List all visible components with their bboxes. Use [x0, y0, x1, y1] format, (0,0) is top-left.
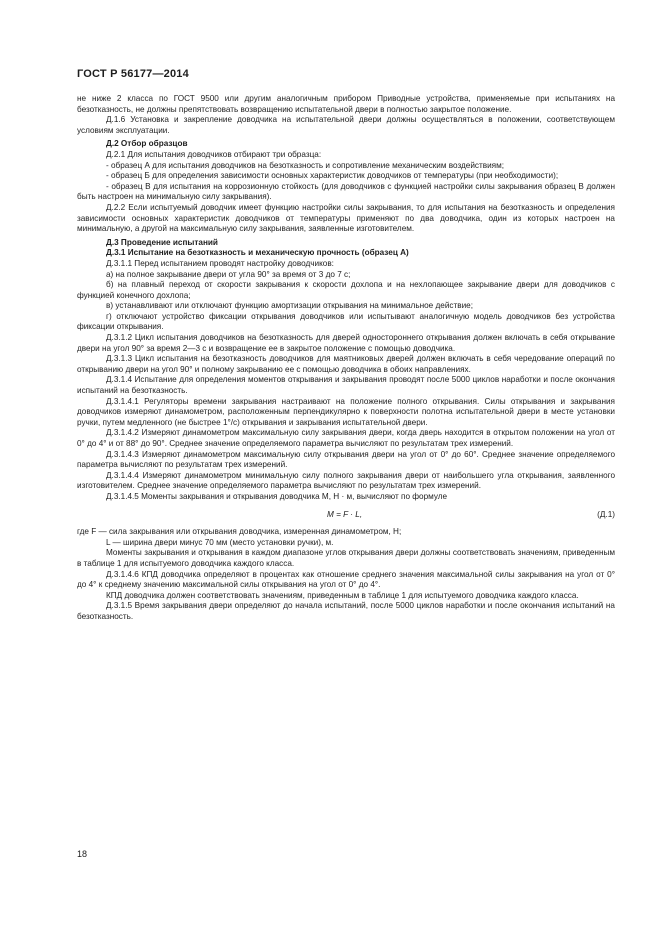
paragraph: Д.3.1.2 Цикл испытания доводчиков на безотказность для дверей одностороннего открывания должен включать в себя открывание двери на угол 90° за время 2—3 с и возвращение ее в закрытое положение с помощью доводчика.	[77, 333, 615, 353]
paragraph: Д.2.2 Если испытуемый доводчик имеет функцию настройки силы закрывания, то для испытания на безотказность и определения зависимости основных характеристик доводчиков от температуры применяют по два доводчика, один из которых настроен на минимальную, а другой на максимальную силу закрывания, заявленные изготовителем.	[77, 202, 615, 234]
document-header: ГОСТ Р 56177—2014	[77, 68, 189, 80]
paragraph: Д.3.1.3 Цикл испытания на безотказность доводчиков для маятниковых дверей должен включать в себя чередование операций по открыванию двери на угол 90° и полному закрыванию ее с помощью доводчика в обоих направлениях.	[77, 354, 615, 374]
paragraph: Д.3.1.4.4 Измеряют динамометром минимальную силу полного закрывания двери от наибольшего угла открывания, заявленного изготовителем. Среднее значение определяемого параметра вычисляют по результатам трех измерений.	[77, 470, 615, 491]
formula: M = F · L,	[327, 509, 363, 519]
paragraph: Д.3.1.4.6 КПД доводчика определяют в процентах как отношение среднего значения максимальной силы закрывания на угол от 0° до 4° к среднему значению максимальной силы открывания на угол от 0° до 4°.	[77, 569, 615, 590]
paragraph: Д.3.1.5 Время закрывания двери определяют до начала испытаний, после 5000 циклов наработки и после окончания испытаний на безотказность.	[77, 601, 615, 621]
document-body	[77, 94, 615, 623]
paragraph: Д.3.1.4.3 Измеряют динамометром максимальную силу открывания двери на угол от 0° до 60°. Среднее значение определяемого параметра вычисляют по результатам трех измерений.	[77, 449, 615, 470]
formula-legend: L — ширина двери минус 70 мм (место установки ручки), м.	[106, 537, 334, 547]
list-item: г) отключают устройство фиксации открывания доводчиков или испытывают аналогичную модель доводчиков без устройства фиксации открывания.	[77, 311, 615, 332]
paragraph: Моменты закрывания и открывания в каждом диапазоне углов открывания двери должны соответствовать значениям, приведенным в таблице 1 для испытуемого доводчика каждого класса.	[77, 548, 615, 568]
formula-block	[77, 510, 615, 521]
paragraph: Д.3.1.4.1 Регуляторы времени закрывания настраивают на положение полного открывания. Силы открывания и закрывания доводчиков измеряют динамометром, расположенным перпендикулярно к поверхности полотна испытательной двери в месте установки ручки, путем медленного (не быстрее 1°/с) открывания и закрывания испытательной двери.	[77, 396, 615, 427]
paragraph: Д.2.1 Для испытания доводчиков отбирают три образца:	[106, 149, 322, 159]
page-number: 18	[77, 849, 88, 859]
list-item: - образец Б для определения зависимости основных характеристик доводчиков от температуры (при необходимости);	[106, 171, 559, 181]
list-item: в) устанавливают или отключают функцию амортизации открывания на минимальное действие;	[106, 301, 473, 311]
list-item: - образец А для испытания доводчиков на безотказность и сопротивление механическим воздействиям;	[106, 160, 505, 170]
section-heading: Д.2 Отбор образцов	[106, 139, 188, 149]
paragraph: КПД доводчика должен соответствовать значениям, приведенным в таблице 1 для испытуемого доводчика каждого класса.	[106, 590, 579, 600]
paragraph: не ниже 2 класса по ГОСТ 9500 или другим аналогичным прибором Приводные устройства, применяемые при испытаниях на безотказность, не должны препятствовать возвращению испытательной двери в полностью закрытое положение.	[77, 94, 615, 114]
paragraph: Д.3.1.4.2 Измеряют динамометром максимальную силу закрывания двери, когда дверь находится в открытом положении на угол от 0° до 4° и от 88° до 90°. Среднее значение определяемого параметра вычисляют по результатам трех измерений.	[77, 428, 615, 448]
paragraph: Д.3.1.4.5 Моменты закрывания и открывания доводчика M, Н · м, вычисляют по формуле	[106, 491, 448, 501]
list-item: а) на полное закрывание двери от угла 90° за время от 3 до 7 с;	[106, 269, 351, 279]
list-item: б) на плавный переход от скорости закрывания к скорости дохлопа и на нехлопающее закрывание двери для доводчиков с функцией конечного дохлопа;	[77, 280, 615, 300]
list-item: - образец В для испытания на коррозионную стойкость (для доводчиков с функцией настройки силы закрывания образец В должен быть настроен на минимальную силу закрывания).	[77, 181, 615, 202]
paragraph: Д.1.6 Установка и закрепление доводчика на испытательной двери должны осуществляться в положении, соответствующем условиям эксплуатации.	[77, 115, 615, 135]
formula-legend: где F — сила закрывания или открывания доводчика, измеренная динамометром, Н;	[77, 527, 402, 537]
subsection-heading: Д.3.1 Испытание на безотказность и механическую прочность (образец А)	[106, 248, 409, 258]
formula-number: (Д.1)	[597, 509, 615, 519]
paragraph: Д.3.1.1 Перед испытанием проводят настройку доводчиков:	[106, 258, 334, 268]
section-heading: Д.3 Проведение испытаний	[106, 237, 218, 247]
paragraph: Д.3.1.4 Испытание для определения моментов открывания и закрывания проводят после 5000 циклов наработки и после окончания испытаний на безотказность.	[77, 375, 615, 396]
